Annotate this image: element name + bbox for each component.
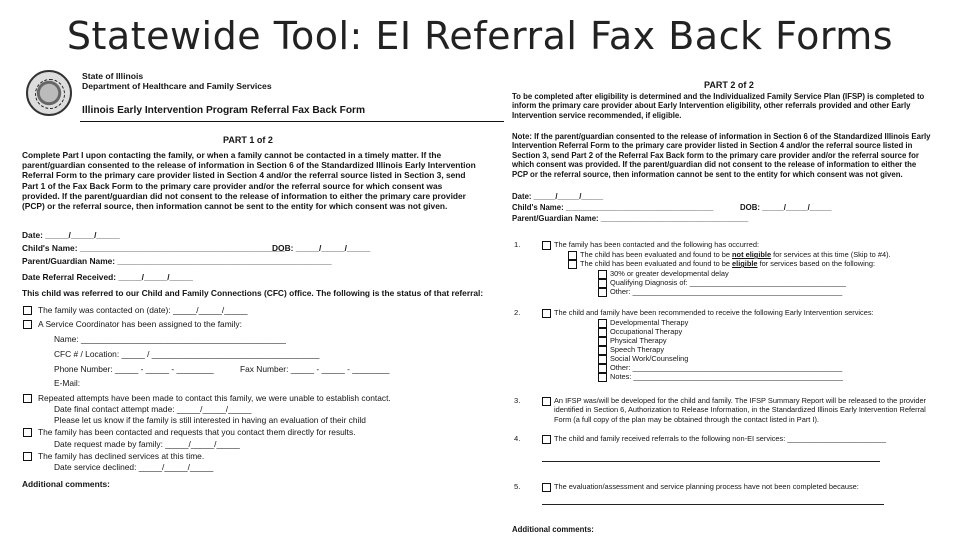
part2-date-field[interactable]: Date: _____/_____/_____: [512, 192, 604, 201]
q1-other-checkbox[interactable]: [598, 288, 607, 297]
phone-field[interactable]: Phone Number: _____ - _____ - ________: [54, 364, 214, 374]
cfc-location-field[interactable]: CFC # / Location: _____ / ____________________________________: [54, 349, 320, 359]
service-option: Social Work/Counseling: [610, 354, 689, 363]
service-option: Occupational Therapy: [610, 327, 683, 336]
declined-checkbox[interactable]: [23, 452, 32, 461]
q4-number: 4.: [514, 434, 521, 443]
child-name-field[interactable]: Child's Name: ____________________________________________: [22, 243, 285, 253]
q1-eligible-text: [580, 259, 875, 269]
date-field[interactable]: Date: _____/_____/_____: [22, 230, 120, 240]
part-2-heading: PART 2 of 2: [704, 80, 754, 90]
agency-header: [82, 71, 272, 91]
q1-checkbox[interactable]: [542, 241, 551, 250]
q3-checkbox[interactable]: [542, 397, 551, 406]
delay-option: 30% or greater developmental delay: [610, 269, 729, 278]
slide-title: Statewide Tool: EI Referral Fax Back Forms: [66, 14, 894, 58]
repeated-attempts-option: Repeated attempts have been made to contact this family, we were unable to establish contact.: [38, 393, 391, 403]
contacted-checkbox[interactable]: [23, 306, 32, 315]
service-option: Speech Therapy: [610, 345, 665, 354]
dob-field[interactable]: DOB: _____/_____/_____: [272, 243, 371, 253]
agency-department: Department of Healthcare and Family Services: [82, 81, 272, 91]
q2-other-checkbox[interactable]: [598, 364, 607, 373]
diagnosis-checkbox[interactable]: [598, 279, 607, 288]
email-field[interactable]: E-Mail:: [54, 378, 81, 388]
q1-not-eligible-pre: The child has been evaluated and found to be: [580, 250, 733, 259]
coordinator-checkbox[interactable]: [23, 320, 32, 329]
q2-notes-field[interactable]: Notes: ___________________________________________________: [610, 372, 844, 381]
social-work-checkbox[interactable]: [598, 355, 607, 364]
developmental-therapy-checkbox[interactable]: [598, 319, 607, 328]
contact-directly-option: The family has been contacted and requests that you contact them directly for results.: [38, 427, 356, 437]
speech-therapy-checkbox[interactable]: [598, 346, 607, 355]
request-date-field[interactable]: Date request made by family: _____/_____/_____: [54, 439, 240, 449]
service-option: Physical Therapy: [610, 336, 667, 345]
declined-option: The family has declined services at this time.: [38, 451, 205, 461]
q3-text: An IFSP was/will be developed for the child and family. The IFSP Summary Report will be released to the provider identified in Section 6, Authorization to Release Information, in the Standardized Illinois Early Intervention Referral Form (a full copy of the plan may be obtained through the contact listed in Part I).: [554, 396, 927, 424]
q1-eligible-emphasis: eligible: [732, 259, 758, 268]
part-1-instructions: Complete Part I upon contacting the family, or when a family cannot be contacted in a timely matter. If the parent/guardian consented to the release of information in Section 6 of the Standardized Illinois Early Intervention Referral Form to the primary care provider listed in Section 4 and/or the referral source listed in Section 3, send Part 1 of the Fax Back Form to the primary care provider and/or the referral source for which consent was provided. If the parent/guardian did not consent to the release of information to either the primary care provider (PCP) or the referral source, then information cannot be sent to the entity for which consent was not given.: [22, 150, 476, 212]
part2-parent-name-field[interactable]: Parent/Guardian Name: __________________________________: [512, 214, 749, 223]
declined-date-field[interactable]: Date service declined: _____/_____/_____: [54, 462, 214, 472]
q3-number: 3.: [514, 396, 521, 405]
header-divider: [80, 121, 504, 122]
fax-back-form-part-2: [512, 78, 937, 538]
part-2-intro: To be completed after eligibility is determined and the Individualized Family Service Plan (IFSP) is completed to inform the primary care provider about Early Intervention eligibility, other referrals provided and other Early Intervention service recommended, if eligible.: [512, 92, 925, 120]
cfc-status-statement: This child was referred to our Child and Family Connections (CFC) office. The following is the status of that referral:: [22, 288, 484, 298]
parent-name-field[interactable]: Parent/Guardian Name: ______________________________________________: [22, 256, 332, 266]
q1-text: The family has been contacted and the following has occurred:: [554, 240, 760, 249]
delay-checkbox[interactable]: [598, 270, 607, 279]
q2-text: The child and family have been recommended to receive the following Early Intervention services:: [554, 308, 874, 317]
coordinator-option: A Service Coordinator has been assigned to the family:: [38, 319, 242, 329]
q1-not-eligible-checkbox[interactable]: [568, 251, 577, 260]
service-option: Developmental Therapy: [610, 318, 689, 327]
coordinator-name-field[interactable]: Name: ____________________________________________: [54, 334, 286, 344]
part-1-heading: PART 1 of 2: [223, 135, 273, 145]
q2-checkbox[interactable]: [542, 309, 551, 318]
q1-eligible-checkbox[interactable]: [568, 260, 577, 269]
interest-request-text: Please let us know if the family is still interested in having an evaluation of their child: [54, 415, 366, 425]
part2-child-name-field[interactable]: Child's Name: __________________________________: [512, 203, 714, 212]
part-2-note: Note: If the parent/guardian consented to the release of information in Section 6 of the Standardized Illinois Early Intervention Referral Form to the primary care provider listed in Section 4 and/or the referral source listed in Section 3, send Part 2 of the Referral Fax Back form to the primary care provider and/or the referral source for which consent was provided. If the parent/guardian did not consent to the release of information to either the PCP or the referral source, then information cannot be sent to the entity for which consent was not given.: [512, 132, 931, 179]
date-referral-field[interactable]: Date Referral Received: _____/_____/_____: [22, 272, 193, 282]
q5-answer-line[interactable]: [542, 504, 884, 505]
q1-other-option[interactable]: Other: ___________________________________________________: [610, 287, 843, 296]
q5-number: 5.: [514, 482, 521, 491]
q1-not-eligible-emphasis: not eligible: [732, 250, 772, 259]
contact-directly-checkbox[interactable]: [23, 428, 32, 437]
q1-not-eligible-post: for services at this time (Skip to #4).: [771, 250, 891, 259]
additional-comments-label: Additional comments:: [22, 479, 110, 489]
q1-eligible-pre: The child has been evaluated and found to be: [580, 259, 733, 268]
repeated-attempts-checkbox[interactable]: [23, 394, 32, 403]
form-title: Illinois Early Intervention Program Referral Fax Back Form: [82, 105, 366, 116]
agency-state: State of Illinois: [82, 71, 144, 81]
q2-number: 2.: [514, 308, 521, 317]
contacted-option: The family was contacted on (date): _____/_____/_____: [38, 305, 248, 315]
q2-other-field[interactable]: Other: ___________________________________________________: [610, 363, 843, 372]
physical-therapy-checkbox[interactable]: [598, 337, 607, 346]
q4-answer-line[interactable]: [542, 461, 880, 462]
occupational-therapy-checkbox[interactable]: [598, 328, 607, 337]
q1-eligible-post: for services based on the following:: [757, 259, 876, 268]
final-contact-date-field[interactable]: Date final contact attempt made: _____/_____/_____: [54, 404, 252, 414]
q4-checkbox[interactable]: [542, 435, 551, 444]
q5-text: The evaluation/assessment and service planning process have not been completed because:: [554, 482, 859, 491]
q2-notes-checkbox[interactable]: [598, 373, 607, 382]
part2-additional-comments-label: Additional comments:: [512, 525, 594, 534]
state-seal-icon: [26, 70, 72, 116]
diagnosis-option[interactable]: Qualifying Diagnosis of: ______________________________________: [610, 278, 846, 287]
part2-dob-field[interactable]: DOB: _____/_____/_____: [740, 203, 832, 212]
q4-text: The child and family received referrals to the following non-EI services: ________________________: [554, 434, 886, 443]
q1-number: 1.: [514, 240, 521, 249]
fax-field[interactable]: Fax Number: _____ - _____ - ________: [240, 364, 390, 374]
q5-checkbox[interactable]: [542, 483, 551, 492]
fax-back-form-part-1: [18, 66, 506, 536]
